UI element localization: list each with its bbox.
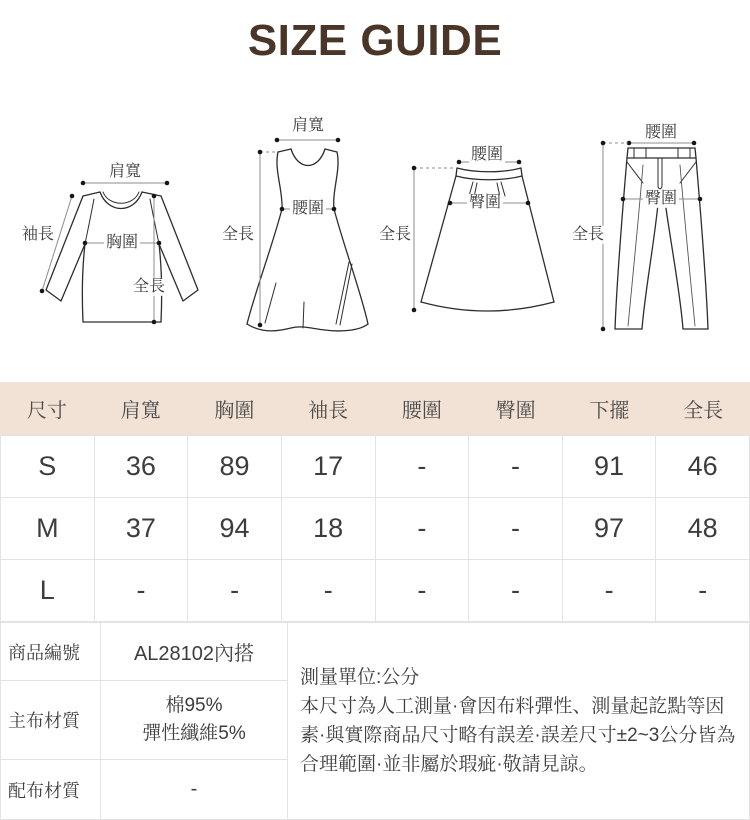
full-length-label: 全長 [132,277,166,295]
fabric-line-2: 彈性纖維5% [142,723,246,744]
size-cell: - [94,560,188,622]
table-row-l [1,560,750,622]
size-cell: 91 [562,436,656,498]
size-cell: - [188,560,282,622]
header-cell-size: 尺寸 [26,400,67,422]
size-cell: - [656,560,750,622]
size-table-header [0,382,750,435]
skirt-diagram [375,140,565,320]
header-cell-sleeve: 袖長 [308,400,349,422]
full-length-label: 全長 [378,225,412,243]
pants-diagram [565,115,750,340]
size-cell: M [1,498,95,560]
shoulder-width-label: 肩寬 [291,116,325,134]
measurement-notes [288,623,750,820]
dress-diagram [213,112,393,342]
table-row-s [1,436,750,498]
garment-diagrams [0,72,750,382]
waist-label: 腰圍 [644,123,678,141]
size-cell: 48 [656,498,750,560]
table-row-m [1,498,750,560]
size-table [0,435,750,622]
size-cell: 89 [188,436,282,498]
hip-label: 臀圍 [644,189,678,207]
page-title: SIZE GUIDE [247,16,503,65]
size-cell: - [375,436,469,498]
header-cell-hem: 下擺 [589,400,630,422]
shirt-measure-lines [40,181,170,325]
header-cell-hip: 臀圍 [495,400,536,422]
sleeve-length-label: 袖長 [21,225,55,243]
product-info-table [0,622,750,820]
size-cell: - [469,498,563,560]
skirt-outline [421,168,554,311]
product-code-value: AL28102內搭 [101,623,288,681]
trim-fabric-value: - [101,760,288,820]
size-cell: 94 [188,498,282,560]
size-cell: 97 [562,498,656,560]
full-length-label: 全長 [571,225,605,243]
waist-label: 腰圍 [470,145,504,163]
info-label: 商品編號 [1,623,101,681]
size-cell: 46 [656,436,750,498]
size-cell: - [375,498,469,560]
main-fabric-value [101,681,288,760]
size-cell: - [375,560,469,622]
size-cell: 17 [281,436,375,498]
size-cell: S [1,436,95,498]
size-cell: 18 [281,498,375,560]
skirt-measure-lines [412,160,531,313]
size-cell: 37 [94,498,188,560]
header-cell-shoulder: 肩寬 [120,400,161,422]
info-label: 主布材質 [1,681,101,760]
notes-body: 本尺寸為人工測量·會因布料彈性、測量起訖點等因素·與實際商品尺寸略有誤差·誤差尺寸±2~3公分皆為合理範圍·並非屬於瑕疵·敬請見諒。 [300,696,736,775]
header-cell-waist: 腰圍 [401,400,442,422]
size-cell: - [469,436,563,498]
shoulder-width-label: 肩寬 [108,162,142,180]
dress-measure-lines [258,138,341,328]
dress-outline [247,149,368,331]
header-cell-length: 全長 [683,400,724,422]
full-length-label: 全長 [221,225,255,243]
info-row-product-code [1,623,750,681]
size-cell: - [281,560,375,622]
size-cell: 36 [94,436,188,498]
chest-label: 胸圍 [105,233,139,251]
waist-label: 腰圍 [291,199,325,217]
shirt-diagram [15,150,215,340]
notes-unit-line: 測量單位:公分 [300,667,420,688]
header-cell-chest: 胸圍 [214,400,255,422]
shirt-outline [46,192,198,322]
pants-outline [615,148,708,329]
info-label: 配布材質 [1,760,101,820]
size-cell: - [469,560,563,622]
fabric-line-1: 棉95% [165,695,223,716]
hip-label: 臀圍 [468,193,502,211]
size-cell: L [1,560,95,622]
size-cell: - [562,560,656,622]
